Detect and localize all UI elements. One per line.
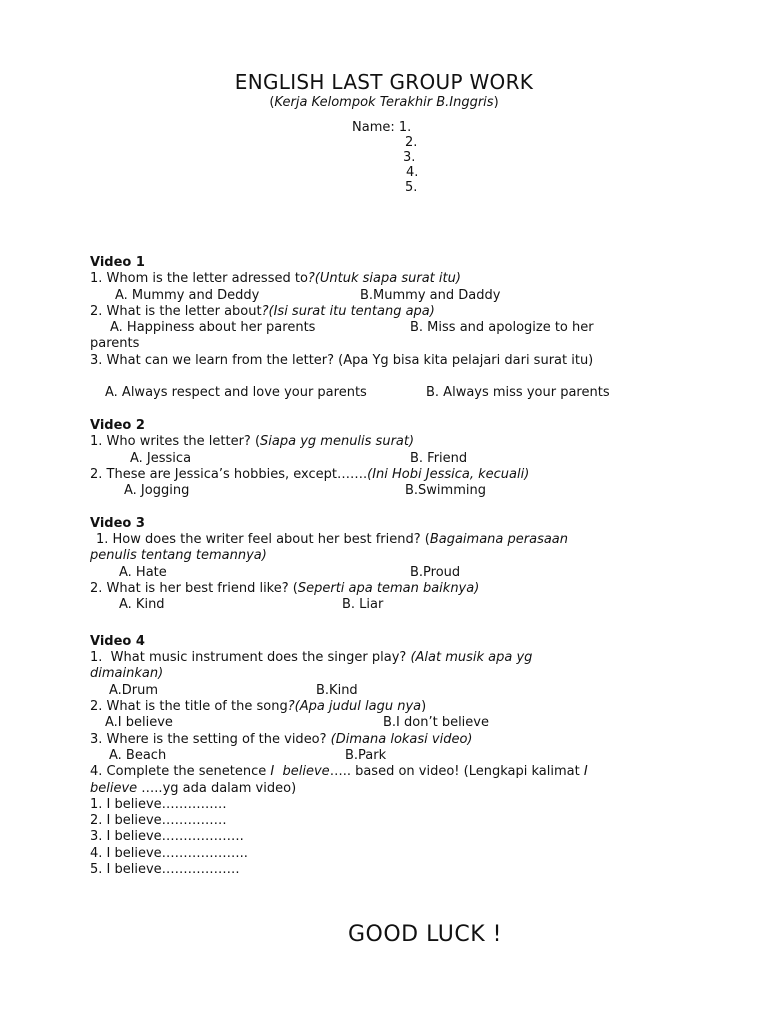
option-a: A.I believe <box>105 715 173 731</box>
option-a: A. Hate <box>119 564 167 580</box>
option-b: B.Swimming <box>405 483 486 499</box>
video4-question-3-options <box>90 748 690 764</box>
answer-line-5: 5. I believe……………… <box>90 861 240 877</box>
questions-body <box>90 255 690 878</box>
video3-heading: Video 3 <box>90 515 145 531</box>
video4-question-1: 1. What music instrument does the singer play? (Alat musik apa yg <box>90 650 533 666</box>
video2-question-1-options <box>90 451 690 467</box>
video4-question-1-cont: dimainkan) <box>90 666 164 682</box>
option-a: A. Always respect and love your parents <box>105 385 367 401</box>
video2-question-1: 1. Who writes the letter? (Siapa yg menulis surat) <box>90 434 415 450</box>
name-number-2: 2. <box>405 135 418 150</box>
video1-question-2-options <box>90 320 690 336</box>
option-a: A. Jogging <box>124 483 190 499</box>
option-b: B.Proud <box>410 564 461 580</box>
video2-heading: Video 2 <box>90 417 145 433</box>
video4-heading: Video 4 <box>90 633 145 649</box>
video3-question-1-cont: penulis tentang temannya) <box>90 548 267 564</box>
video3-question-2: 2. What is her best friend like? (Seperti apa teman baiknya) <box>90 580 480 596</box>
video3-question-2-options <box>90 597 690 613</box>
option-a: A. Mummy and Deddy <box>115 287 260 303</box>
option-b: B.I don’t believe <box>383 715 489 731</box>
option-b: B. Liar <box>342 597 384 613</box>
video1-question-2-options-cont: parents <box>90 336 140 352</box>
option-b: B. Miss and apologize to her <box>410 320 594 336</box>
answer-line-4: 4. I believe……………….. <box>90 845 248 861</box>
name-number-4: 4. <box>406 165 419 180</box>
answer-line-1: 1. I believe…………… <box>90 796 227 812</box>
option-a: A. Kind <box>119 597 165 613</box>
video4-question-2: 2. What is the title of the song?(Apa judul lagu nya) <box>90 699 427 715</box>
video2-question-2: 2. These are Jessica’s hobbies, except…….(Ini Hobi Jessica, kecuali) <box>90 466 530 482</box>
video3-question-1: 1. How does the writer feel about her best friend? (Bagaimana perasaan <box>96 532 569 548</box>
subtitle-text: Kerja Kelompok Terakhir B.Inggris <box>274 95 494 110</box>
video1-question-3: 3. What can we learn from the letter? (Apa Yg bisa kita pelajari dari surat itu) <box>90 352 594 368</box>
video4-question-3: 3. Where is the setting of the video? (Dimana lokasi video) <box>90 731 473 747</box>
answer-line-3: 3. I believe………………. <box>90 829 244 845</box>
video1-question-2: 2. What is the letter about?(Isi surat itu tentang apa) <box>90 303 435 319</box>
name-number-3: 3. <box>403 150 416 165</box>
option-b: B.Park <box>345 747 387 763</box>
answer-line-2: 2. I believe…………… <box>90 813 227 829</box>
video4-question-2-options <box>90 715 690 731</box>
option-a: A. Beach <box>109 747 167 763</box>
option-a: A.Drum <box>109 682 159 698</box>
video2-question-2-options <box>90 483 690 499</box>
page-title: ENGLISH LAST GROUP WORK <box>234 70 534 94</box>
name-number-5: 5. <box>405 180 418 195</box>
video4-question-4-cont: believe …..yg ada dalam video) <box>90 780 297 796</box>
video4-question-4: 4. Complete the senetence I believe….. based on video! (Lengkapi kalimat I <box>90 764 588 780</box>
video3-question-1-options <box>90 565 690 581</box>
video1-question-3-options <box>90 385 690 401</box>
video1-heading: Video 1 <box>90 255 145 270</box>
page-subtitle: (Kerja Kelompok Terakhir B.Inggris) <box>269 95 499 110</box>
video4-question-1-options <box>90 683 690 699</box>
good-luck-text: GOOD LUCK ! <box>348 922 502 947</box>
option-b: B.Mummy and Daddy <box>360 287 501 303</box>
option-b: B. Always miss your parents <box>426 385 610 401</box>
option-b: B.Kind <box>316 682 358 698</box>
video1-question-1: 1. Whom is the letter adressed to?(Untuk siapa surat itu) <box>90 271 461 287</box>
option-a: A. Jessica <box>130 450 192 466</box>
option-b: B. Friend <box>410 450 468 466</box>
video1-question-1-options <box>90 288 690 304</box>
option-a: A. Happiness about her parents <box>110 320 316 336</box>
name-label: Name: 1. <box>352 120 412 135</box>
